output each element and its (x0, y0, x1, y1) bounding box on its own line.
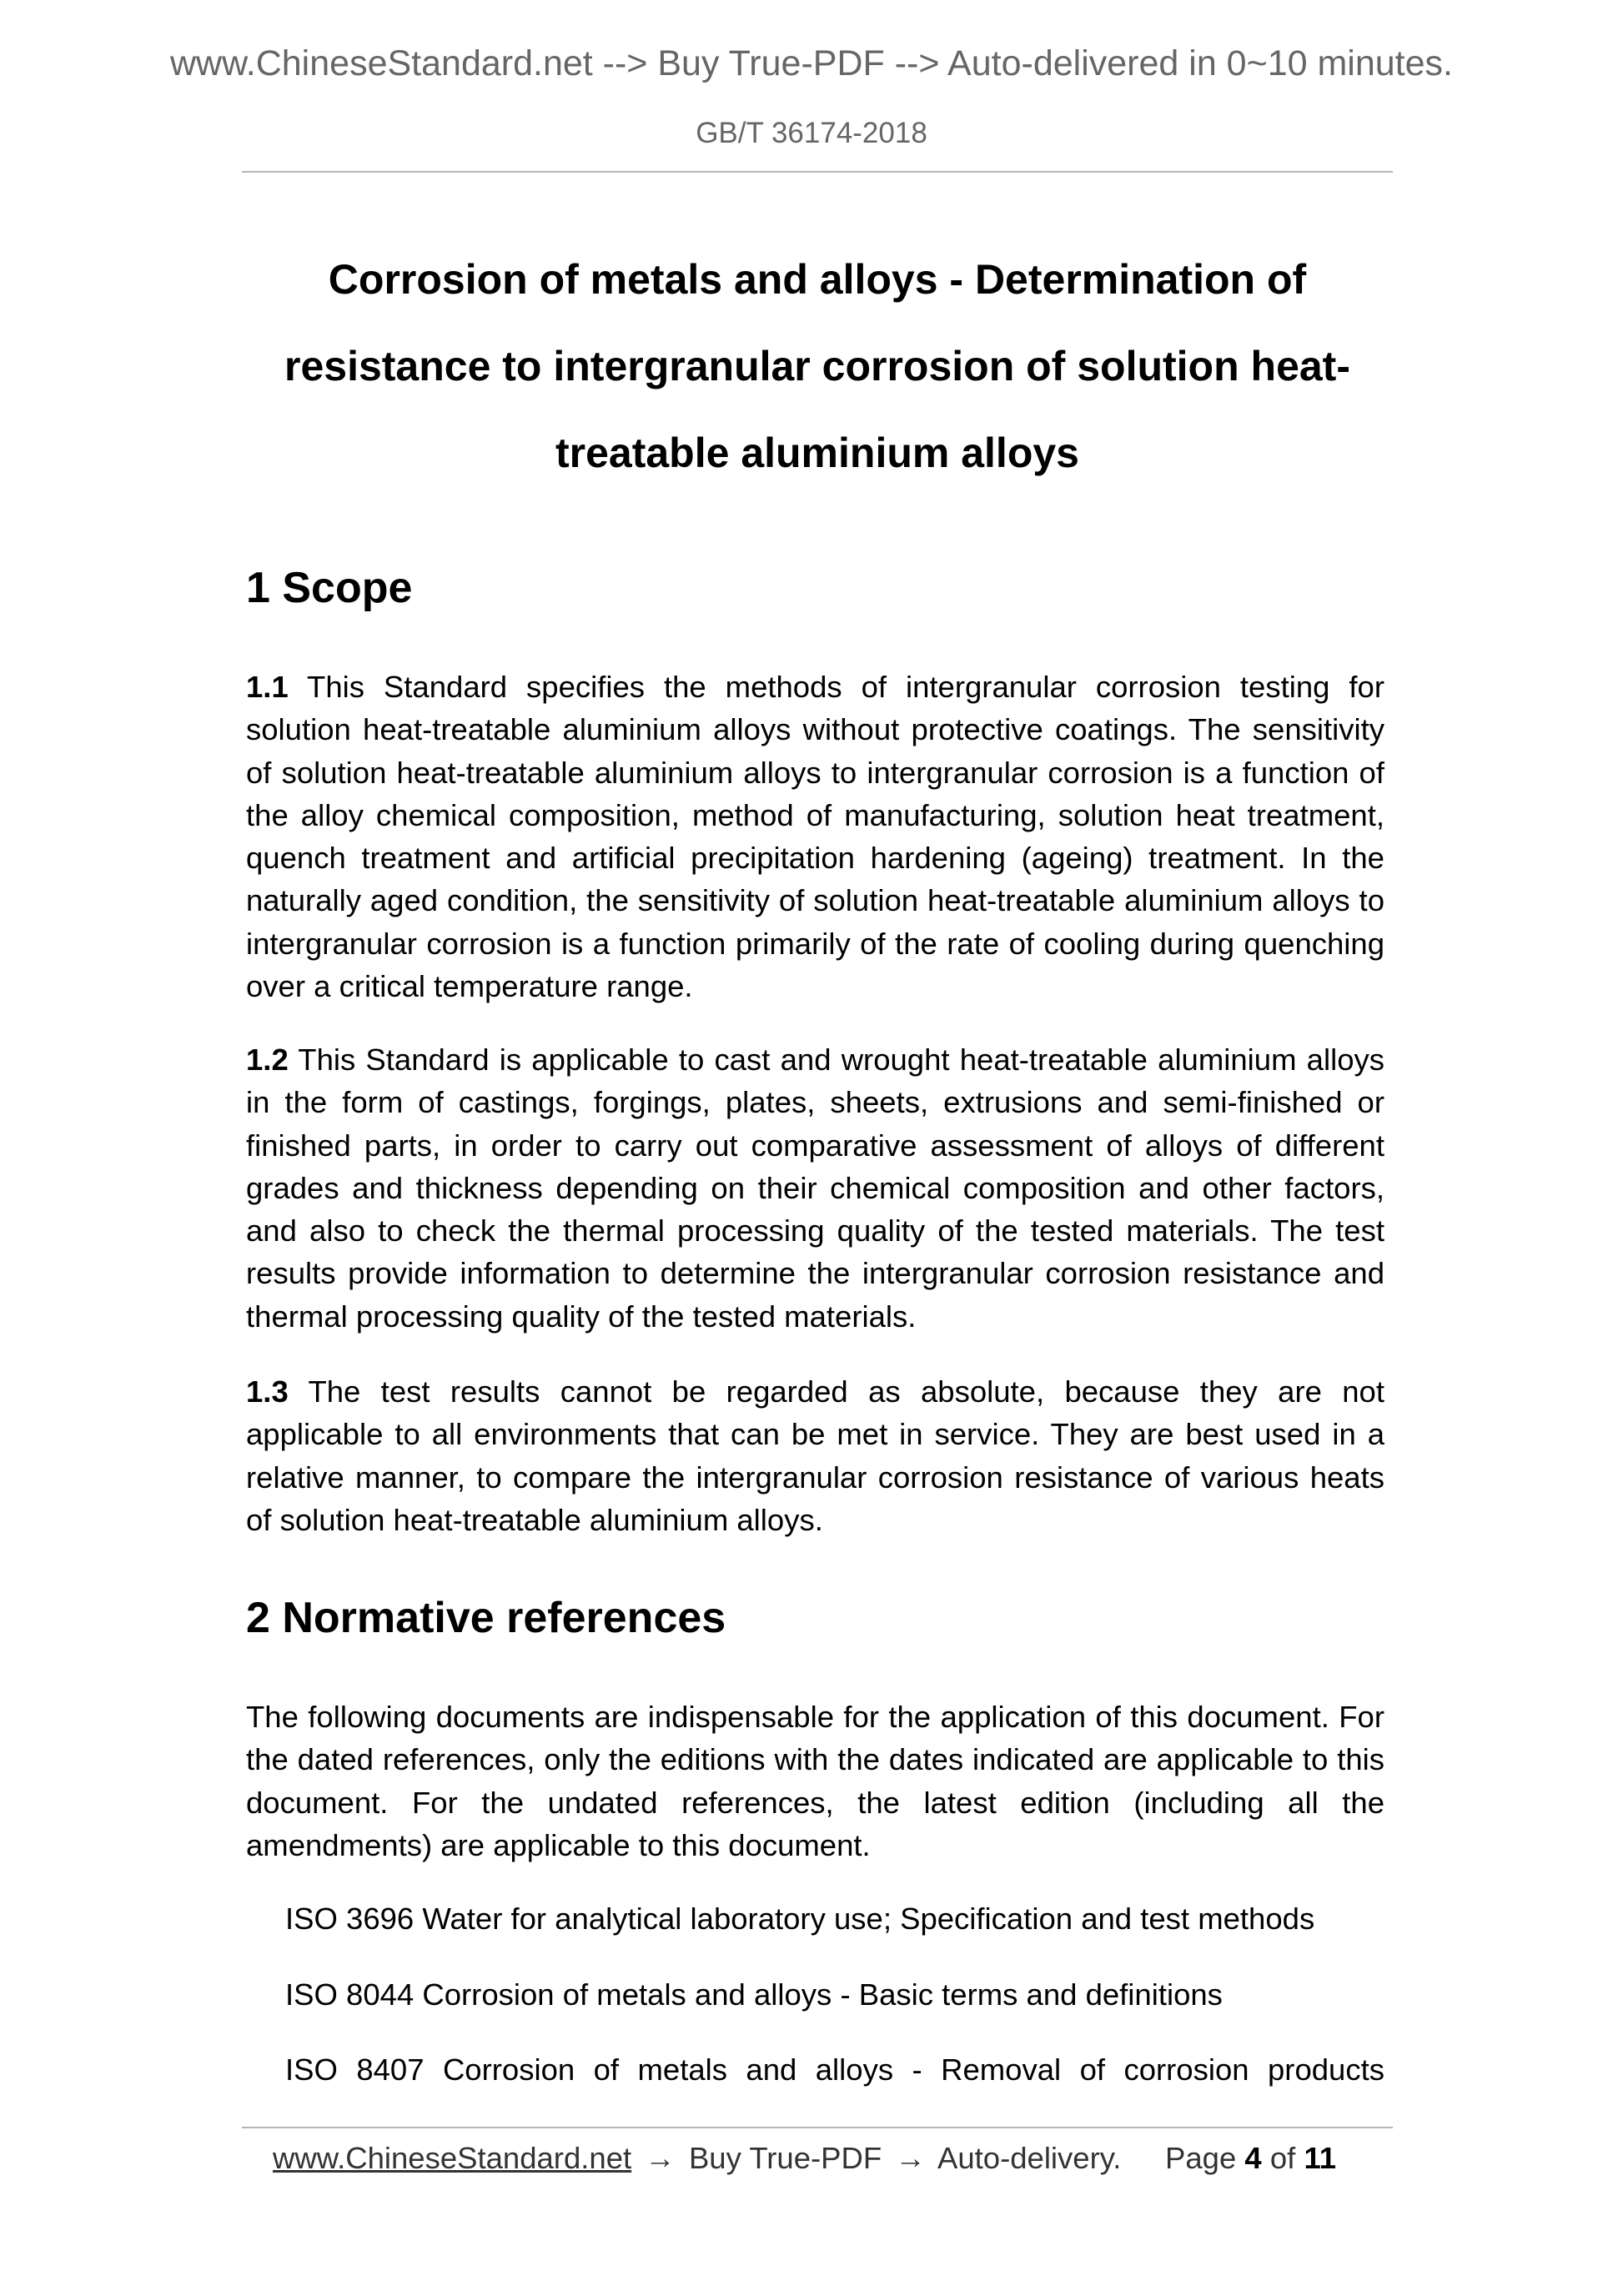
arrow-right-icon: → (645, 2141, 676, 2175)
reference-item: ISO 8407 Corrosion of metals and alloys - Removal of corrosion products (285, 2052, 1384, 2087)
reference-item: ISO 3696 Water for analytical laboratory use; Specification and test methods (285, 1902, 1315, 1936)
page-current: 4 (1244, 2141, 1262, 2175)
page-total: 11 (1304, 2141, 1337, 2175)
title-line-1: Corrosion of metals and alloys - Determination of (328, 256, 1307, 303)
title-line-2: resistance to intergranular corrosion of solution heat- (284, 343, 1350, 389)
page-indicator (1165, 2141, 1336, 2176)
clause-number: 1.2 (246, 1042, 289, 1077)
clause-number: 1.1 (246, 670, 289, 704)
page-footer (273, 2141, 1357, 2176)
title-line-3: treatable aluminium alloys (555, 430, 1079, 476)
top-banner: www.ChineseStandard.net --> Buy True-PDF --> Auto-delivered in 0~10 minutes. (169, 43, 1453, 83)
header-divider (242, 171, 1393, 173)
clause-1-3 (246, 1370, 1384, 1541)
section-heading-normative-references: 2 Normative references (246, 1594, 726, 1642)
clause-1-1 (246, 666, 1384, 1007)
page-of-label: of (1269, 2141, 1296, 2175)
clause-1-2 (246, 1038, 1384, 1338)
clause-text: The test results cannot be regarded as absolute, because they are not applicable to all environments that can be met in service. They are best used in a relative manner, to compare the intergranular corrosion resistance of various heats of solution heat-treatable aluminium alloys. (246, 1374, 1384, 1537)
standard-code: GB/T 36174-2018 (696, 117, 927, 149)
clause-number: 1.3 (246, 1374, 289, 1409)
clause-text: This Standard specifies the methods of intergranular corrosion testing for solution heat-treatable aluminium alloys without protective coatings. The sensitivity of solution heat-treatable aluminium alloys to intergranular corrosion is a function of the alloy chemical composition, method of manufacturing, solution heat treatment, quench treatment and artificial precipitation hardening (ageing) treatment. In the naturally aged condition, the sensitivity of solution heat-treatable aluminium alloys to intergranular corrosion is a function primarily of the rate of cooling during quenching over a critical temperature range. (246, 670, 1384, 1004)
footer-buy-text: Buy True-PDF (688, 2141, 882, 2175)
section-heading-scope: 1 Scope (246, 564, 413, 612)
document-title (242, 236, 1393, 496)
page-label: Page (1165, 2141, 1237, 2175)
reference-item: ISO 8044 Corrosion of metals and alloys - Basic terms and definitions (285, 1977, 1223, 2012)
footer-delivery-text: Auto-delivery. (937, 2141, 1122, 2175)
arrow-right-icon: → (895, 2141, 926, 2175)
footer-site-link[interactable]: www.ChineseStandard.net (273, 2141, 632, 2175)
normative-intro: The following documents are indispensable for the application of this document. For the dated references, only the editions with the dates indicated are applicable to this document. For the undated references, the latest edition (including all the amendments) are applicable to this document. (246, 1700, 1384, 1862)
clause-text: This Standard is applicable to cast and wrought heat-treatable aluminium alloys in the form of castings, forgings, plates, sheets, extrusions and semi-finished or finished parts, in order to carry out comparative assessment of alloys of different grades and thickness depending on their chemical composition and other factors, and also to check the thermal processing quality of the tested materials. The test results provide information to determine the intergranular corrosion resistance and thermal processing quality of the tested materials. (246, 1042, 1384, 1334)
footer-divider (242, 2127, 1393, 2128)
